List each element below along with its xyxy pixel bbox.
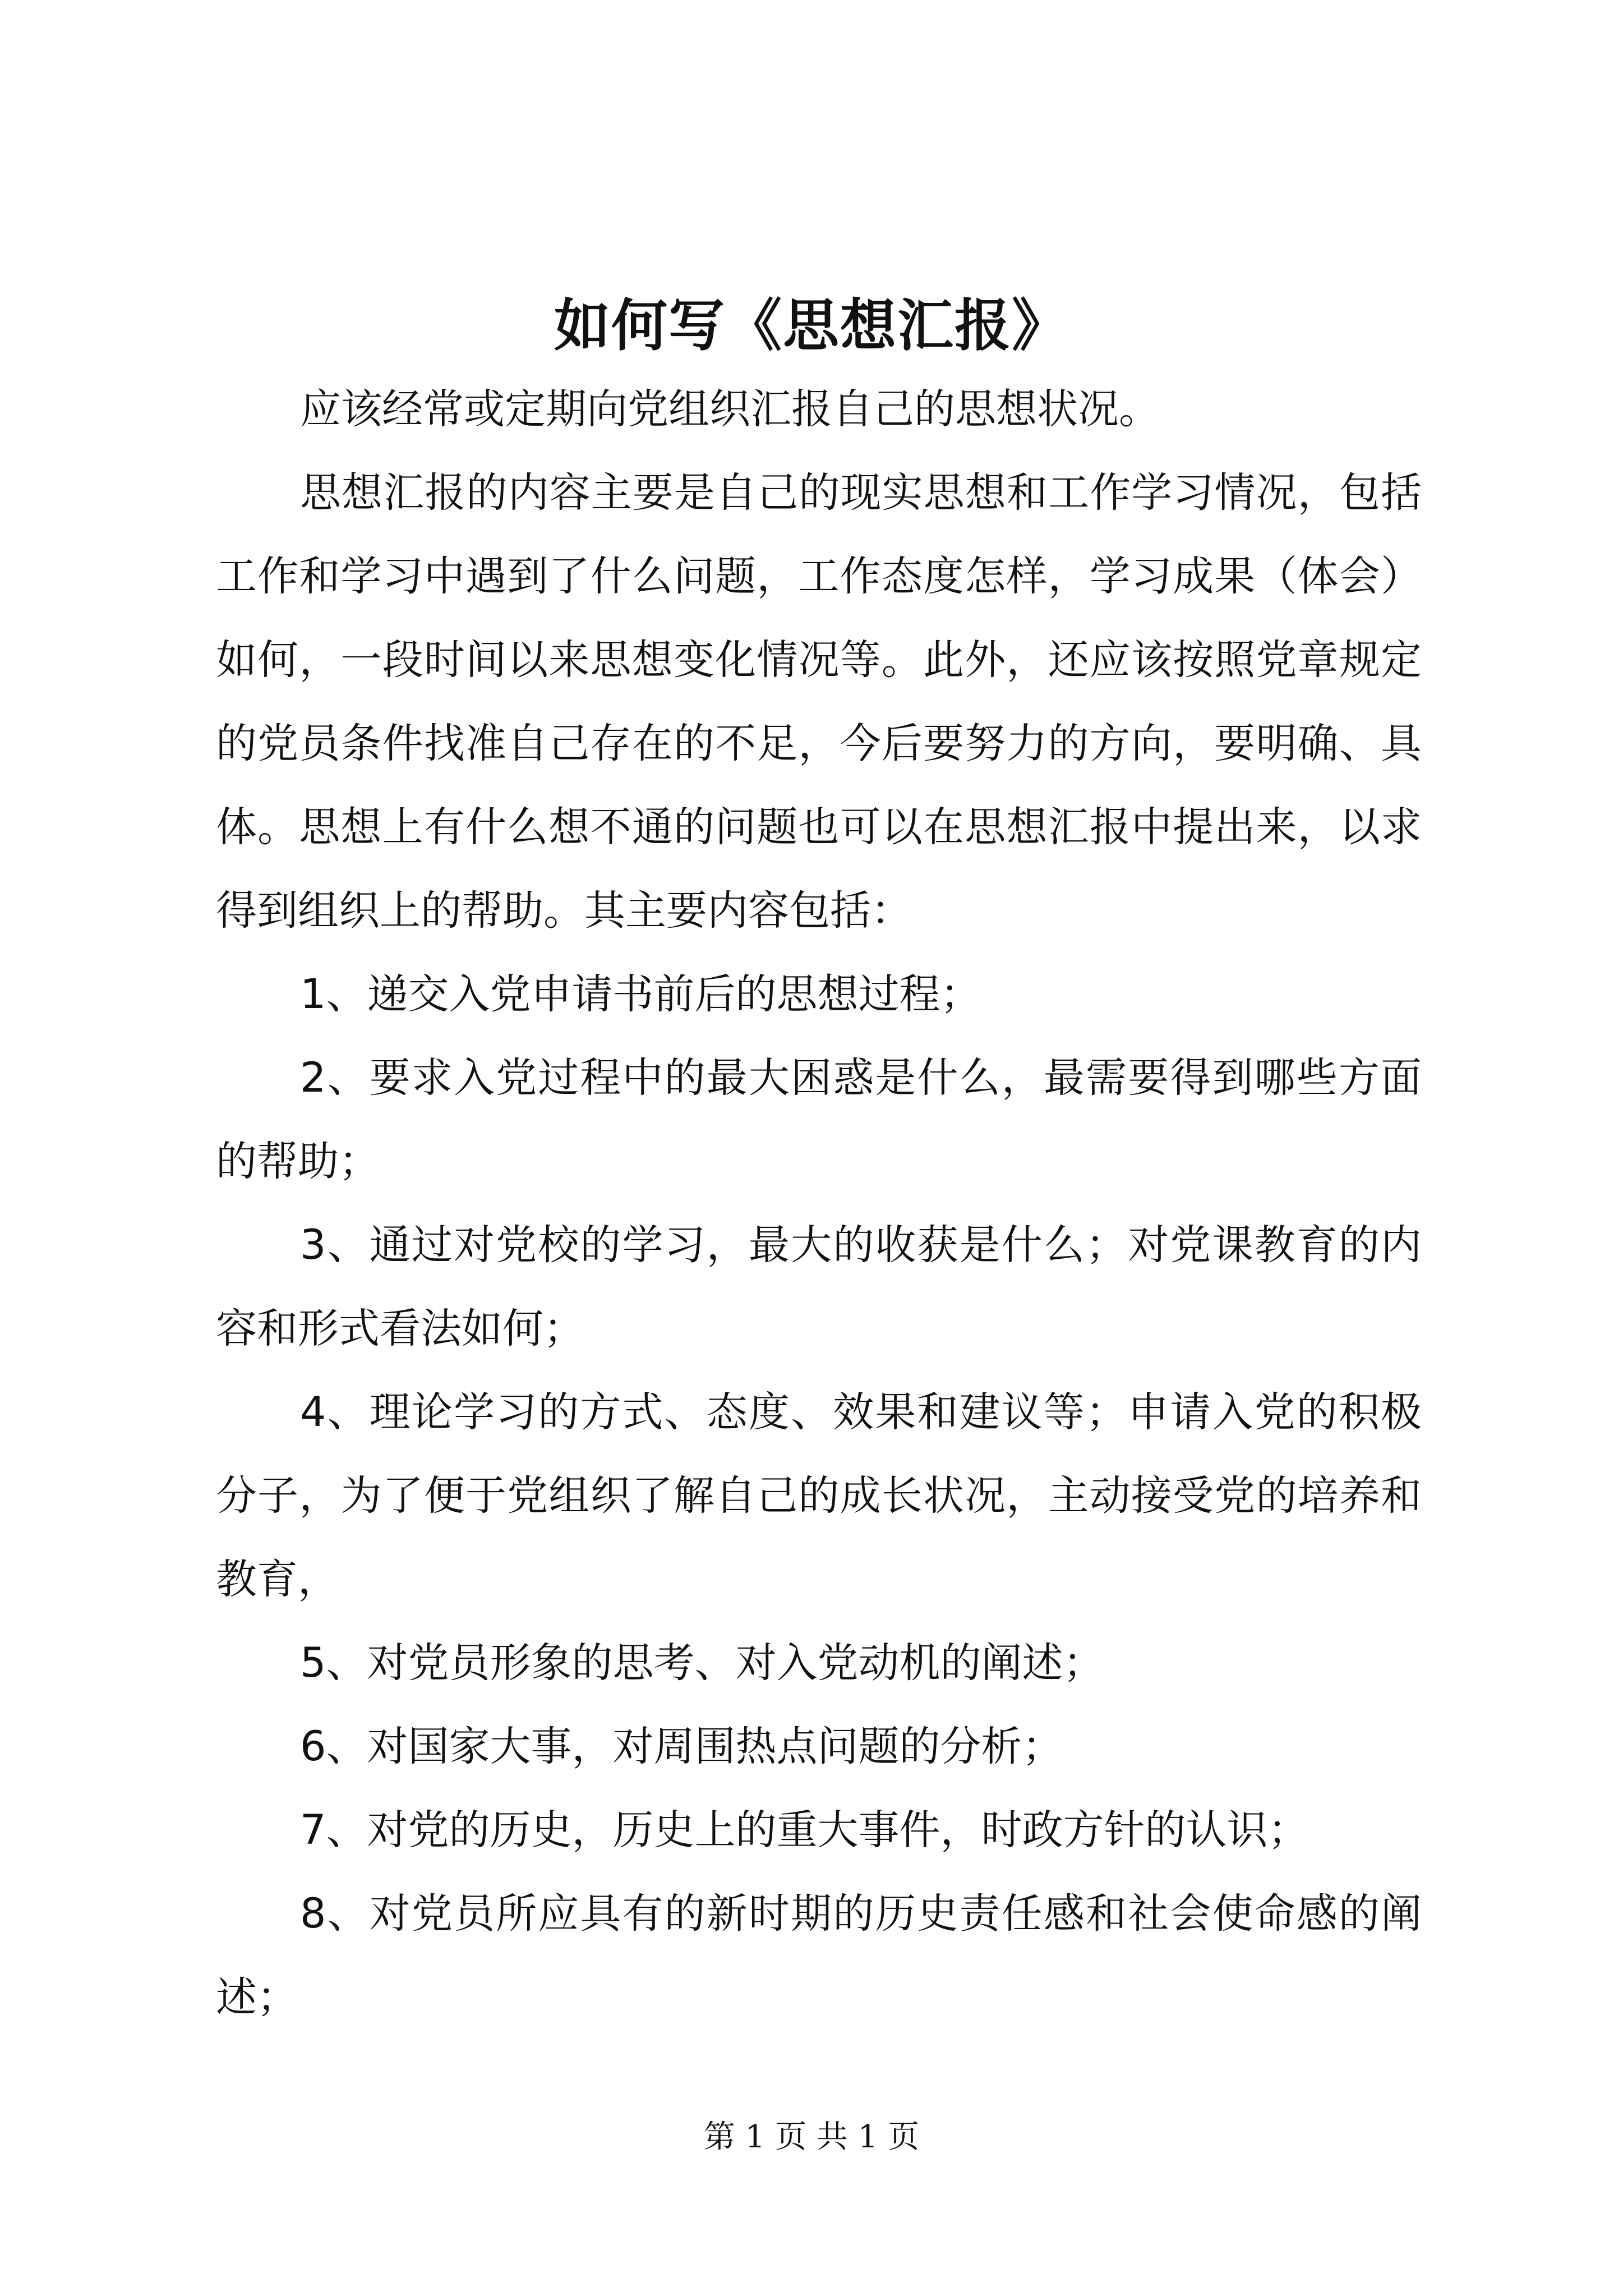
list-item-8: 8、对党员所应具有的新时期的历史责任感和社会使命感的阐述； [216,1890,1422,2021]
paragraph-intro: 应该经常或定期向党组织汇报自己的思想状况。 [300,385,1160,433]
list-item-2: 2、要求入党过程中的最大困惑是什么，最需要得到哪些方面的帮助； [216,1054,1422,1185]
document-body [216,367,1422,2039]
list-item-4: 4、理论学习的方式、态度、效果和建议等；申请入党的积极分子，为了便于党组织了解自己的成长状况，主动接受党的培养和教育， [216,1388,1422,1603]
document-title: 如何写《思想汇报》 [554,292,1069,358]
list-item-3: 3、通过对党校的学习，最大的收获是什么；对党课教育的内容和形式看法如何； [216,1221,1422,1352]
page-number-footer: 第 1 页 共 1 页 [703,2119,920,2155]
paragraph-content: 思想汇报的内容主要是自己的现实思想和工作学习情况，包括工作和学习中遇到了什么问题，工作态度怎样，学习成果（体会）如何，一段时间以来思想变化情况等。此外，还应该按照党章规定的党员条件找准自己存在的不足，今后要努力的方向，要明确、具体。思想上有什么想不通的问题也可以在思想汇报中提出来，以求得到组织上的帮助。其主要内容包括： [216,469,1422,935]
list-item-6: 6、对国家大事，对周围热点问题的分析； [300,1723,1063,1770]
list-item-7: 7、对党的历史，历史上的重大事件，时政方针的认识； [300,1806,1309,1854]
list-item-1: 1、递交入党申请书前后的思想过程； [300,970,981,1018]
list-item-5: 5、对党员形象的思考、对入党动机的阐述； [300,1639,1104,1687]
